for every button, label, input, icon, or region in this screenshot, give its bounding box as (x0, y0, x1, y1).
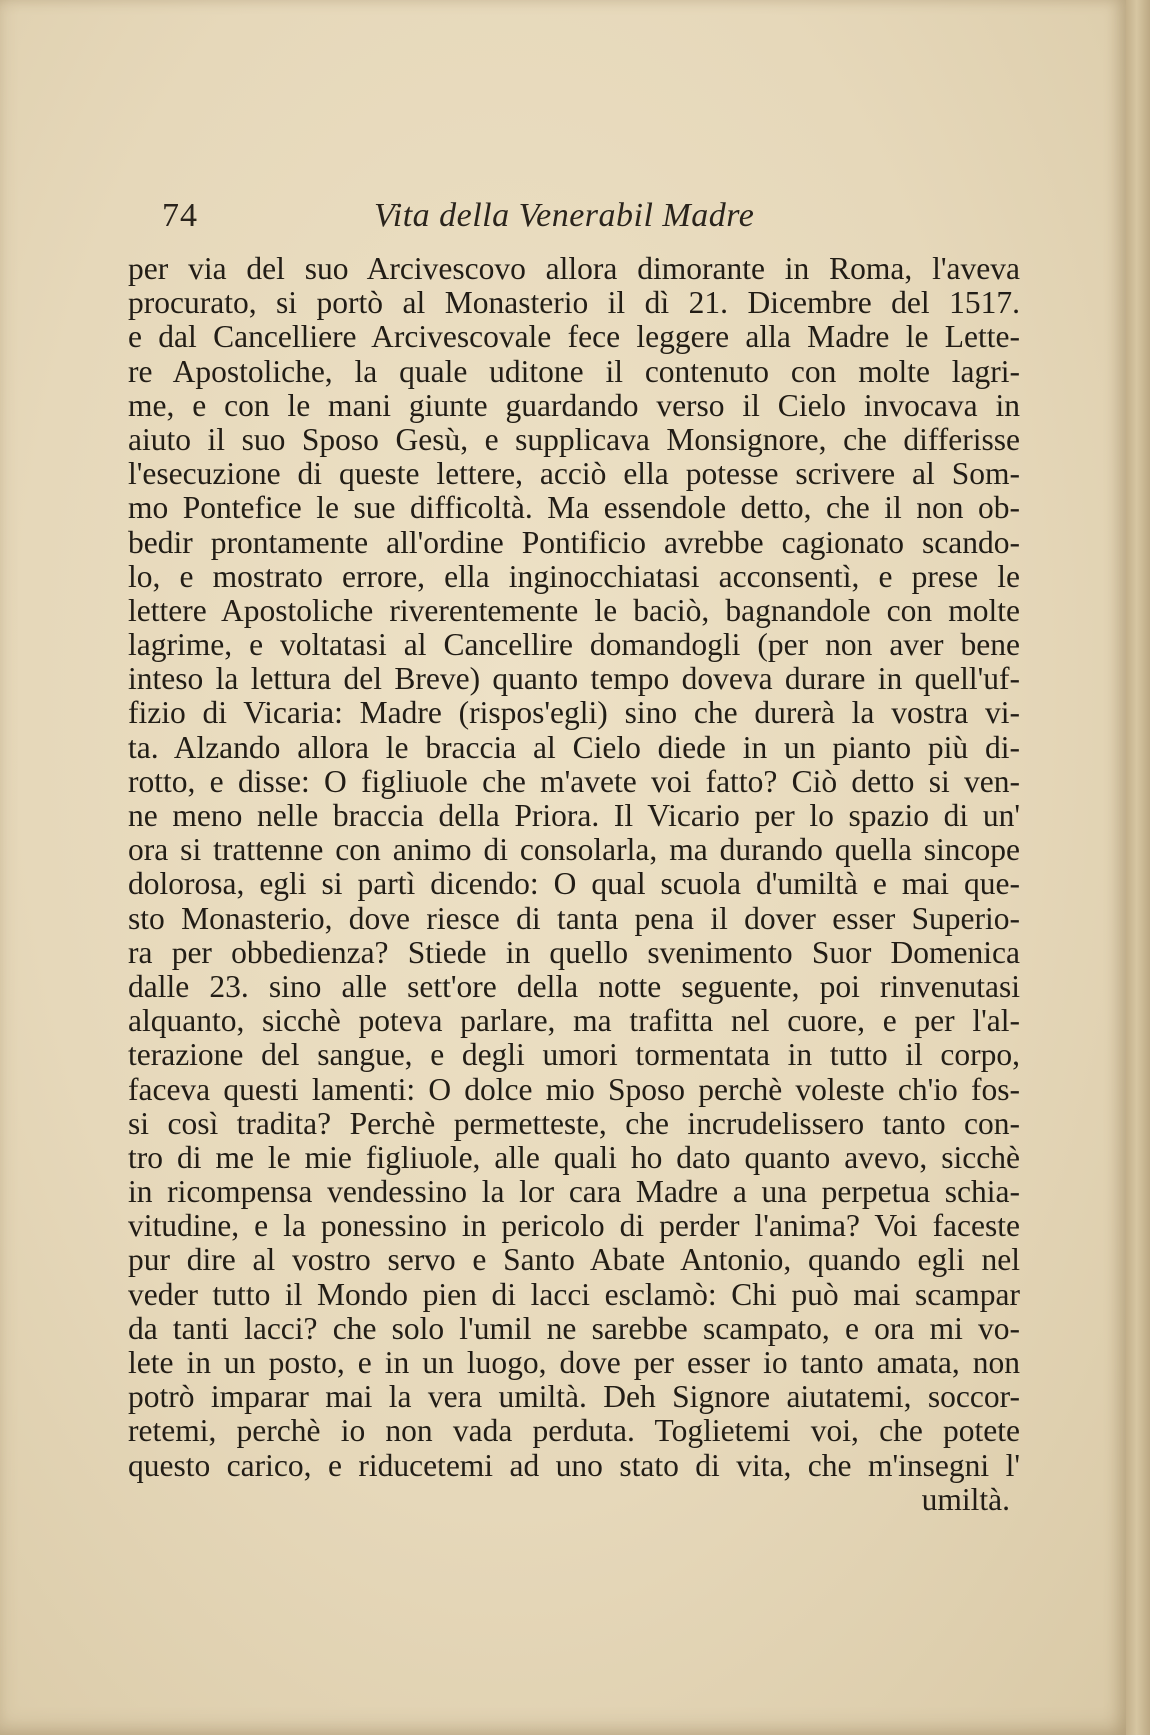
text-line: alquanto, sicchè poteva parlare, ma trafitta nel cuore, e per l'al- (128, 1003, 1020, 1039)
text-line: ora si trattenne con animo di consolarla, ma durando quella sincope (128, 832, 1020, 868)
text-line: veder tutto il Mondo pien di lacci esclamò: Chi può mai scampar (128, 1276, 1020, 1312)
text-line: retemi, perchè io non vada perduta. Toglietemi voi, che potete (128, 1413, 1020, 1449)
text-line: l'esecuzione di queste lettere, acciò ella potesse scrivere al Som- (128, 456, 1020, 492)
text-line: lo, e mostrato errore, ella inginocchiatasi acconsentì, e prese le (128, 558, 1020, 594)
text-line: questo carico, e riducetemi ad uno stato di vita, che m'insegni l' (128, 1447, 1020, 1483)
text-line-final: umiltà. (921, 1481, 1010, 1517)
text-line: tro di me le mie figliuole, alle quali ho dato quanto avevo, sicchè (128, 1139, 1020, 1175)
text-line: da tanti lacci? che solo l'umil ne sarebbe scampato, e ora mi vo- (128, 1310, 1020, 1346)
text-line: dalle 23. sino alle sett'ore della notte seguente, poi rinvenutasi (128, 968, 1020, 1004)
page-edge (1126, 0, 1150, 1735)
text-line: terazione del sangue, e degli umori tormentata in tutto il corpo, (128, 1037, 1020, 1073)
text-line: aiuto il suo Sposo Gesù, e supplicava Monsignore, che differisse (128, 421, 1020, 457)
text-line: bedir prontamente all'ordine Pontificio avrebbe cagionato scando- (128, 524, 1020, 560)
text-line: sto Monasterio, dove riesce di tanta pena il dover esser Superio- (128, 900, 1020, 936)
text-line: procurato, si portò al Monasterio il dì 21. Dicembre del 1517. (128, 285, 1020, 321)
text-line: dolorosa, egli si partì dicendo: O qual scuola d'umiltà e mai que- (128, 866, 1020, 902)
text-line: rotto, e disse: O figliuole che m'avete voi fatto? Ciò detto si ven- (128, 763, 1020, 799)
text-line: potrò imparar mai la vera umiltà. Deh Signore aiutatemi, soccor- (128, 1379, 1020, 1415)
text-line: ta. Alzando allora le braccia al Cielo diede in un pianto più di- (128, 729, 1020, 765)
page-header (162, 197, 782, 243)
text-line: in ricompensa vendessino la lor cara Madre a una perpetua schia- (128, 1174, 1020, 1210)
text-line: lettere Apostoliche riverentemente le baciò, bagnandole con molte (128, 592, 1020, 628)
text-line: vitudine, e la ponessino in pericolo di perder l'anima? Voi faceste (128, 1208, 1020, 1244)
text-line: e dal Cancelliere Arcivescovale fece leggere alla Madre le Lette- (128, 319, 1020, 355)
text-line: si così tradita? Perchè permetteste, che incrudelissero tanto con- (128, 1105, 1020, 1141)
text-line: pur dire al vostro servo e Santo Abate Antonio, quando egli nel (128, 1242, 1020, 1278)
text-line: per via del suo Arcivescovo allora dimorante in Roma, l'aveva (128, 251, 1020, 286)
text-line: lagrime, e voltatasi al Cancellire domandogli (per non aver bene (128, 627, 1020, 663)
text-line: fizio di Vicaria: Madre (rispos'egli) sino che durerà la vostra vi- (128, 695, 1020, 731)
text-line: mo Pontefice le sue difficoltà. Ma essendole detto, che il non ob- (128, 490, 1020, 526)
text-line: lete in un posto, e in un luogo, dove per esser io tanto amata, non (128, 1345, 1020, 1380)
text-line: re Apostoliche, la quale uditone il contenuto con molte lagri- (128, 353, 1020, 389)
text-line: ne meno nelle braccia della Priora. Il Vicario per lo spazio di un' (128, 798, 1020, 833)
running-title: Vita della Venerabil Madre (374, 197, 755, 234)
text-line: ra per obbedienza? Stiede in quello svenimento Suor Domenica (128, 934, 1020, 970)
text-line: faceva questi lamenti: O dolce mio Sposo perchè voleste ch'io fos- (128, 1071, 1020, 1107)
text-line: me, e con le mani giunte guardando verso il Cielo invocava in (128, 387, 1020, 423)
body-text (128, 252, 1020, 1517)
page-number: 74 (162, 197, 198, 234)
text-line: inteso la lettura del Breve) quanto tempo doveva durare in quell'uf- (128, 661, 1020, 697)
